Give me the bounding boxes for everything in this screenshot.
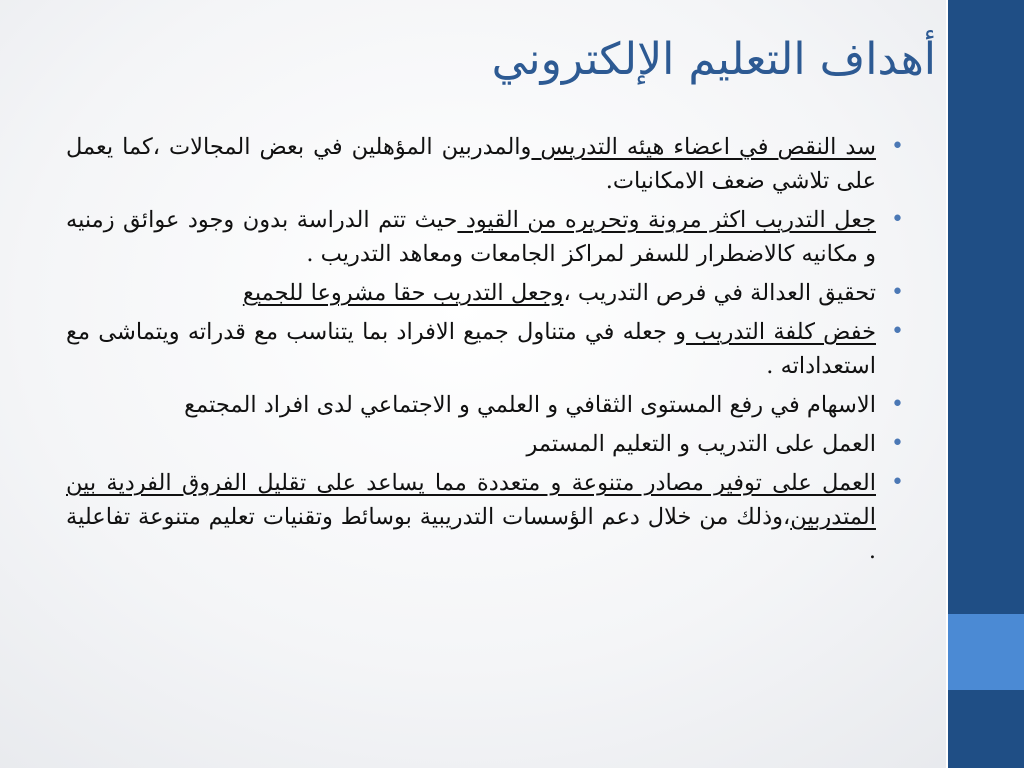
bullet-text: الاسهام في رفع المستوى الثقافي و العلمي و الاجتماعي لدى افراد المجتمع (184, 392, 876, 418)
bullet-item (66, 315, 904, 383)
bullet-list (66, 130, 904, 568)
bullet-underlined-text: وجعل التدريب حقا مشروعا للجميع (242, 280, 564, 306)
bullet-item (66, 203, 904, 271)
slide-content (66, 130, 904, 573)
bullet-item (66, 388, 904, 422)
bullet-item (66, 276, 904, 310)
bullet-item (66, 427, 904, 461)
bullet-text: حيث تتم الدراسة بدون وجود عوائق زمنيه و مكانيه كالاضطرار للسفر لمراكز الجامعات ومعاهد التدريب . (66, 207, 876, 267)
bullet-dot-icon: • (891, 431, 904, 456)
bullet-text: و جعله في متناول جميع الافراد بما يتناسب مع قدراته ويتماشى مع استعداداته . (66, 319, 876, 379)
bullet-text: تحقيق العدالة في فرص التدريب ، (563, 280, 876, 306)
bullet-dot-icon: • (891, 470, 904, 495)
bullet-underlined-text: العمل على توفير مصادر متنوعة و متعددة مما يساعد على تقليل الفروق الفردية بين المتدربين (66, 470, 876, 530)
bullet-dot-icon: • (891, 207, 904, 232)
bullet-underlined-text: جعل التدريب اكثر مرونة وتحريره من القيود (457, 207, 876, 233)
side-accent-block (948, 614, 1024, 690)
bullet-dot-icon: • (891, 392, 904, 417)
bullet-item (66, 466, 904, 568)
bullet-item (66, 130, 904, 198)
bullet-text: ،وذلك من خلال دعم الؤسسات التدريبية بوسائط وتقنيات تعليم متنوعة تفاعلية . (66, 504, 876, 564)
bullet-underlined-text: سد النقص في اعضاء هيئه التدريس (531, 134, 876, 160)
bullet-dot-icon: • (891, 280, 904, 305)
slide-title: أهداف التعليم الإلكتروني (491, 34, 936, 85)
bullet-text: والمدربين المؤهلين في بعض المجالات ،كما يعمل على تلاشي ضعف الامكانيات. (66, 134, 876, 194)
bullet-dot-icon: • (891, 134, 904, 159)
bullet-underlined-text: خفض كلفة التدريب (686, 319, 876, 345)
bullet-text: العمل على التدريب و التعليم المستمر (526, 431, 876, 457)
bullet-dot-icon: • (891, 319, 904, 344)
